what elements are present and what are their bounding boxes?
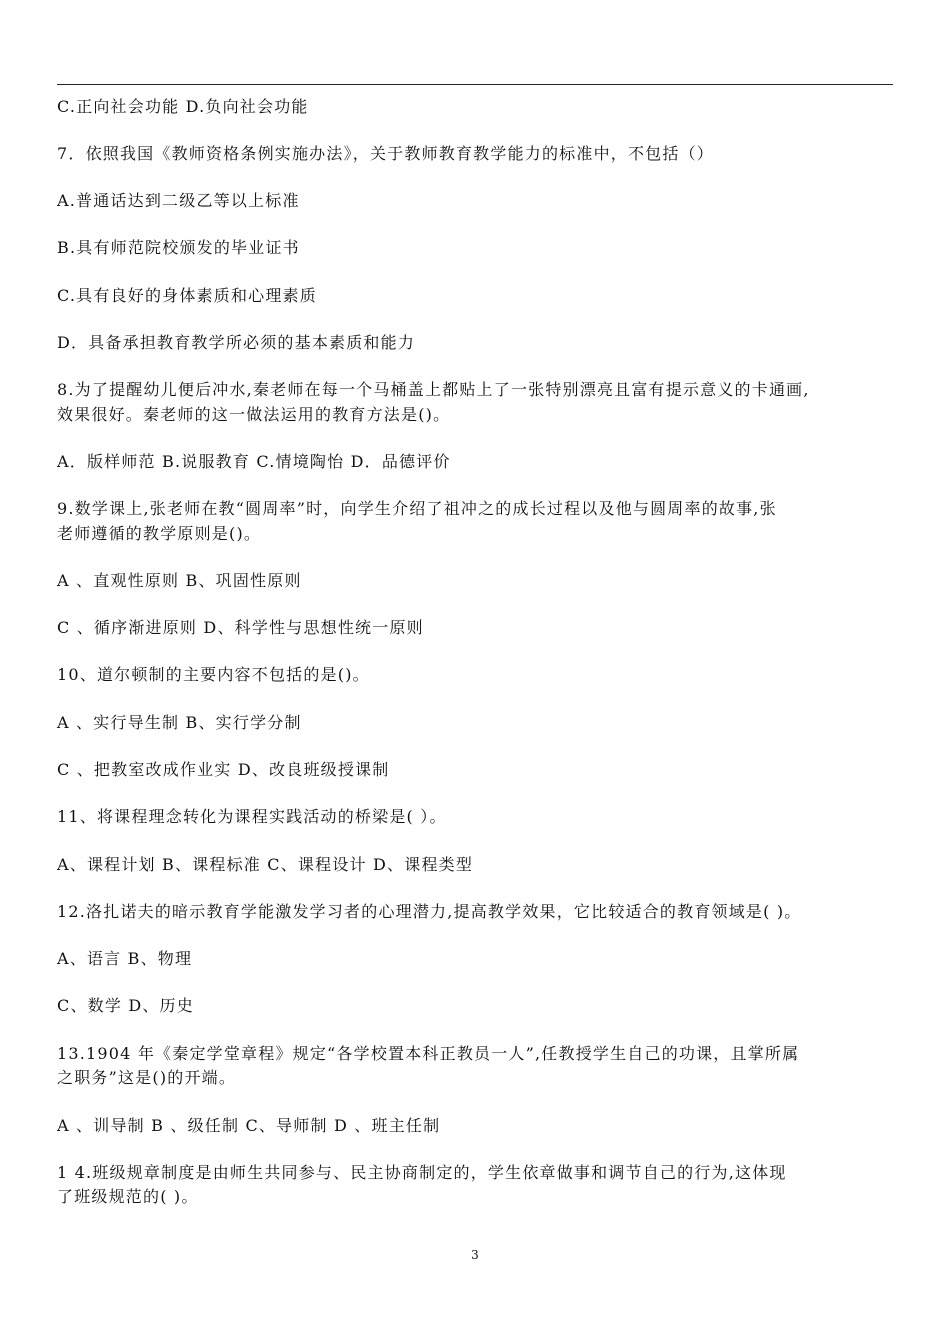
option-line-7c: C.具有良好的身体素质和心理素质 bbox=[57, 286, 317, 305]
question-11: 11、将课程理念转化为课程实践活动的桥梁是( ）。 bbox=[57, 807, 447, 826]
option-line-7a: A.普通话达到二级乙等以上标准 bbox=[57, 191, 300, 210]
option-line-9ab: A 、直观性原则 B、巩固性原则 bbox=[57, 571, 302, 590]
option-line-7d: D．具备承担教育教学所必须的基本素质和能力 bbox=[57, 333, 416, 352]
option-line-10ab: A 、实行导生制 B、实行学分制 bbox=[57, 713, 302, 732]
question-13-line-2: 之职务”这是()的开端。 bbox=[57, 1068, 237, 1087]
question-13-line-1: 13.1904 年《秦定学堂章程》规定“各学校置本科正教员一人”,任教授学生自己的功课，且掌所属 bbox=[57, 1044, 800, 1063]
option-line-11: A、课程计划 B、课程标准 C、课程设计 D、课程类型 bbox=[57, 855, 474, 874]
option-line-6cd: C.正向社会功能 D.负向社会功能 bbox=[57, 97, 309, 116]
option-line-8: A．版样师范 B.说服教育 C.情境陶怡 D．品德评价 bbox=[57, 452, 451, 471]
question-10: 10、道尔顿制的主要内容不包括的是()。 bbox=[57, 665, 370, 684]
page-number: 3 bbox=[471, 1248, 479, 1262]
header-rule bbox=[57, 84, 893, 85]
option-line-7b: B.具有师范院校颁发的毕业证书 bbox=[57, 238, 300, 257]
question-7: 7．依照我国《教师资格条例实施办法》，关于教师教育教学能力的标准中，不包括（） bbox=[57, 144, 714, 163]
option-line-13: A 、训导制 B 、级任制 C、导师制 D 、班主任制 bbox=[57, 1116, 441, 1135]
question-8-line-1: 8.为了提醒幼儿便后冲水,秦老师在每一个马桶盖上都贴上了一张特别漂亮且富有提示意义的卡通画, bbox=[57, 380, 810, 399]
option-line-12cd: C、数学 D、历史 bbox=[57, 996, 194, 1015]
question-9-line-1: 9.数学课上,张老师在教“圆周率”时，向学生介绍了祖冲之的成长过程以及他与圆周率的故事,张 bbox=[57, 499, 777, 518]
option-line-9cd: C 、循序渐进原则 D、科学性与思想性统一原则 bbox=[57, 618, 424, 637]
question-14-line-2: 了班级规范的( )。 bbox=[57, 1187, 199, 1206]
question-9-line-2: 老师遵循的教学原则是()。 bbox=[57, 524, 262, 543]
question-12: 12.洛扎诺夫的暗示教育学能激发学习者的心理潜力,提高教学效果，它比较适合的教育领域是( )。 bbox=[57, 902, 802, 921]
question-8-line-2: 效果很好。秦老师的这一做法运用的教育方法是()。 bbox=[57, 405, 451, 424]
option-line-12ab: A、语言 B、物理 bbox=[57, 949, 193, 968]
question-14-line-1: 1 4.班级规章制度是由师生共同参与、民主协商制定的，学生依章做事和调节自己的行为,这体现 bbox=[57, 1163, 787, 1182]
option-line-10cd: C 、把教室改成作业实 D、改良班级授课制 bbox=[57, 760, 390, 779]
